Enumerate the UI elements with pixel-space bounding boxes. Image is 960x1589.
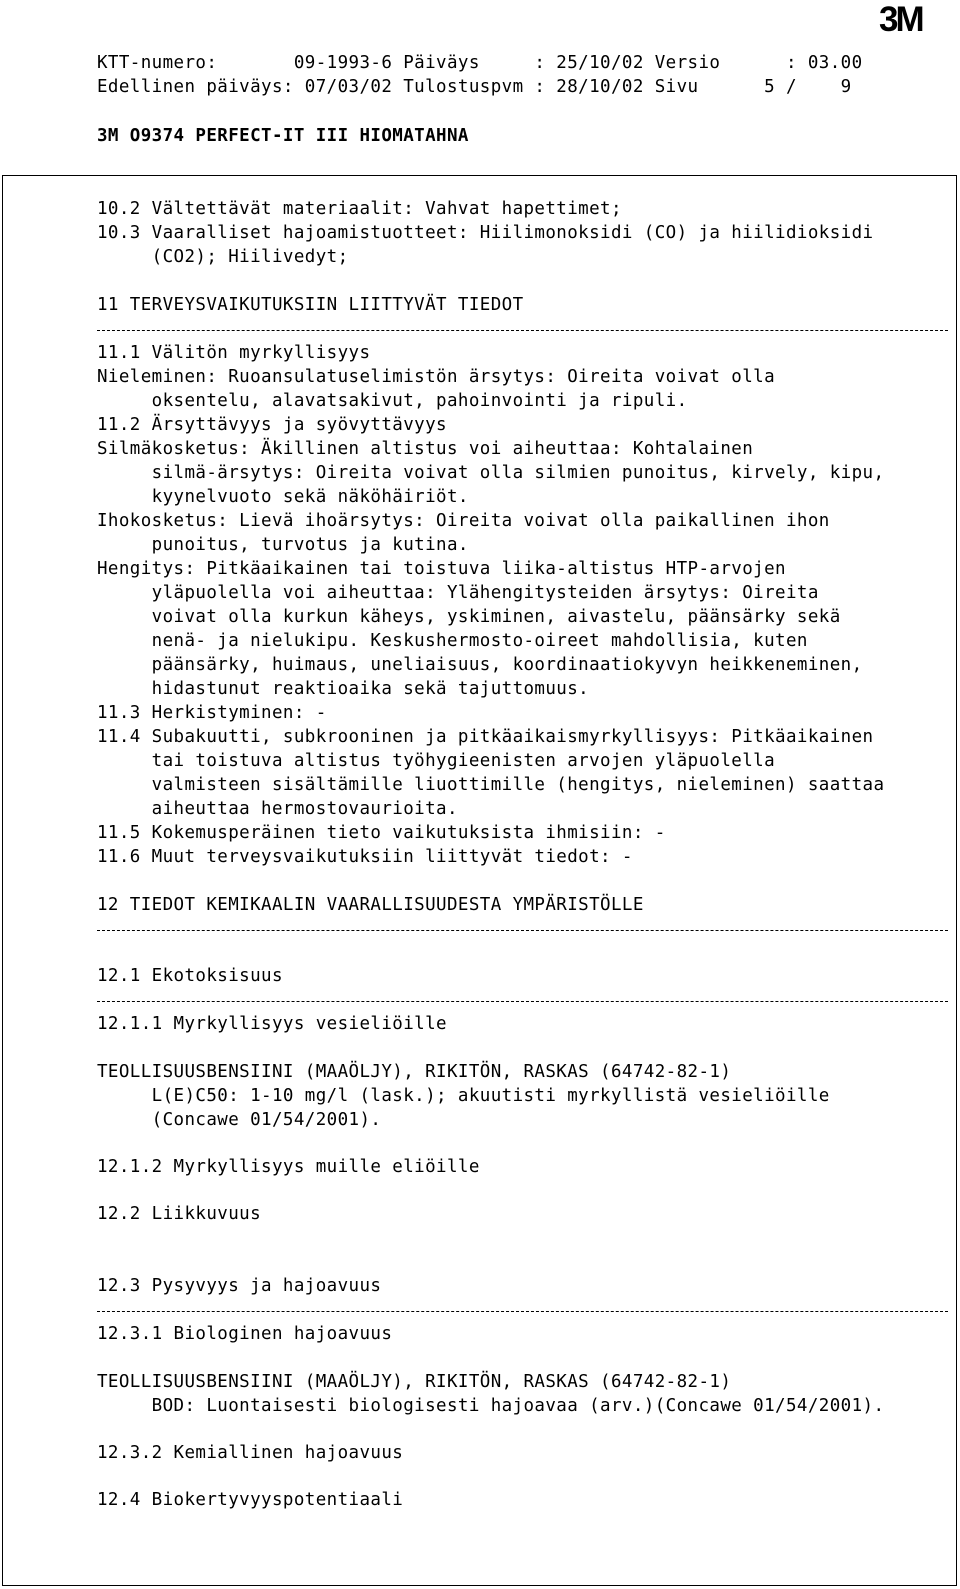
text-line: punoitus, turvotus ja kutina. bbox=[97, 535, 469, 555]
text-line: Nieleminen: Ruoansulatuselimistön ärsytys: Oireita voivat olla bbox=[97, 367, 776, 387]
product-title: 3M O9374 PERFECT-IT III HIOMATAHNA bbox=[97, 126, 469, 146]
text-line: BOD: Luontaisesti biologisesti hajoavaa (arv.)(Concawe 01/54/2001). bbox=[97, 1396, 885, 1416]
text-line: 12.1.2 Myrkyllisyys muille eliöille bbox=[97, 1157, 480, 1177]
text-line: aiheuttaa hermostovaurioita. bbox=[97, 799, 458, 819]
text-line: 11.4 Subakuutti, subkrooninen ja pitkäaikaismyrkyllisyys: Pitkäaikainen bbox=[97, 727, 874, 747]
header-line-1: KTT-numero: 09-1993-6 Päiväys : 25/10/02 Versio : 03.00 bbox=[97, 53, 863, 73]
text-line: päänsärky, huimaus, uneliaisuus, koordinaatiokyvyn heikkeneminen, bbox=[97, 655, 863, 675]
header-line-2: Edellinen päiväys: 07/03/02 Tulostuspvm : 28/10/02 Sivu 5 / 9 bbox=[97, 77, 852, 97]
text-line: 11.6 Muut terveysvaikutuksiin liittyvät tiedot: - bbox=[97, 847, 633, 867]
text-line: Hengitys: Pitkäaikainen tai toistuva liika-altistus HTP-arvojen bbox=[97, 559, 786, 579]
text-line: TEOLLISUUSBENSIINI (MAAÖLJY), RIKITÖN, RASKAS (64742-82-1) bbox=[97, 1062, 732, 1082]
text-line: L(E)C50: 1-10 mg/l (lask.); akuutisti myrkyllistä vesieliöille bbox=[97, 1086, 830, 1106]
text-line: 12.1.1 Myrkyllisyys vesieliöille bbox=[97, 1014, 447, 1034]
text-line: Silmäkosketus: Äkillinen altistus voi aiheuttaa: Kohtalainen bbox=[97, 439, 754, 459]
text-line: TEOLLISUUSBENSIINI (MAAÖLJY), RIKITÖN, RASKAS (64742-82-1) bbox=[97, 1372, 732, 1392]
section-heading: 12 TIEDOT KEMIKAALIN VAARALLISUUDESTA YMPÄRISTÖLLE bbox=[97, 895, 644, 915]
text-line: silmä-ärsytys: Oireita voivat olla silmien punoitus, kirvely, kipu, bbox=[97, 463, 885, 483]
text-line: (Concawe 01/54/2001). bbox=[97, 1110, 382, 1130]
text-line: valmisteen sisältämille liuottimille (hengitys, nieleminen) saattaa bbox=[97, 775, 885, 795]
text-line: nenä- ja nielukipu. Keskushermosto-oireet mahdollisia, kuten bbox=[97, 631, 808, 651]
text-line: tai toistuva altistus työhygieenisten arvojen yläpuolella bbox=[97, 751, 776, 771]
text-line: 11.3 Herkistyminen: - bbox=[97, 703, 327, 723]
text-line: oksentelu, alavatsakivut, pahoinvointi ja ripuli. bbox=[97, 391, 688, 411]
divider bbox=[97, 930, 948, 931]
text-line: 10.2 Vältettävät materiaalit: Vahvat hapettimet; bbox=[97, 199, 622, 219]
text-line: (CO2); Hiilivedyt; bbox=[97, 247, 349, 267]
text-line: Ihokosketus: Lievä ihoärsytys: Oireita voivat olla paikallinen ihon bbox=[97, 511, 830, 531]
text-line: 12.2 Liikkuvuus bbox=[97, 1204, 262, 1224]
text-line: 12.3.1 Biologinen hajoavuus bbox=[97, 1324, 393, 1344]
text-line: yläpuolella voi aiheuttaa: Ylähengitysteiden ärsytys: Oireita bbox=[97, 583, 819, 603]
divider bbox=[97, 1001, 948, 1002]
divider bbox=[97, 330, 948, 331]
text-line: 12.3 Pysyvyys ja hajoavuus bbox=[97, 1276, 382, 1296]
text-line: 11.1 Välitön myrkyllisyys bbox=[97, 343, 371, 363]
text-line: voivat olla kurkun käheys, yskiminen, aivastelu, päänsärky sekä bbox=[97, 607, 841, 627]
text-line: 10.3 Vaaralliset hajoamistuotteet: Hiilimonoksidi (CO) ja hiilidioksidi bbox=[97, 223, 874, 243]
divider bbox=[97, 1311, 948, 1312]
text-line: 12.1 Ekotoksisuus bbox=[97, 966, 283, 986]
section-heading: 11 TERVEYSVAIKUTUKSIIN LIITTYVÄT TIEDOT bbox=[97, 295, 524, 315]
text-line: kyynelvuoto sekä näköhäiriöt. bbox=[97, 487, 469, 507]
text-line: 12.4 Biokertyvyyspotentiaali bbox=[97, 1490, 404, 1510]
text-line: 12.3.2 Kemiallinen hajoavuus bbox=[97, 1443, 404, 1463]
text-line: 11.2 Ärsyttävyys ja syövyttävyys bbox=[97, 415, 447, 435]
3m-logo: 3M bbox=[879, 0, 922, 39]
text-line: 11.5 Kokemusperäinen tieto vaikutuksista ihmisiin: - bbox=[97, 823, 666, 843]
text-line: hidastunut reaktioaika sekä tajuttomuus. bbox=[97, 679, 590, 699]
